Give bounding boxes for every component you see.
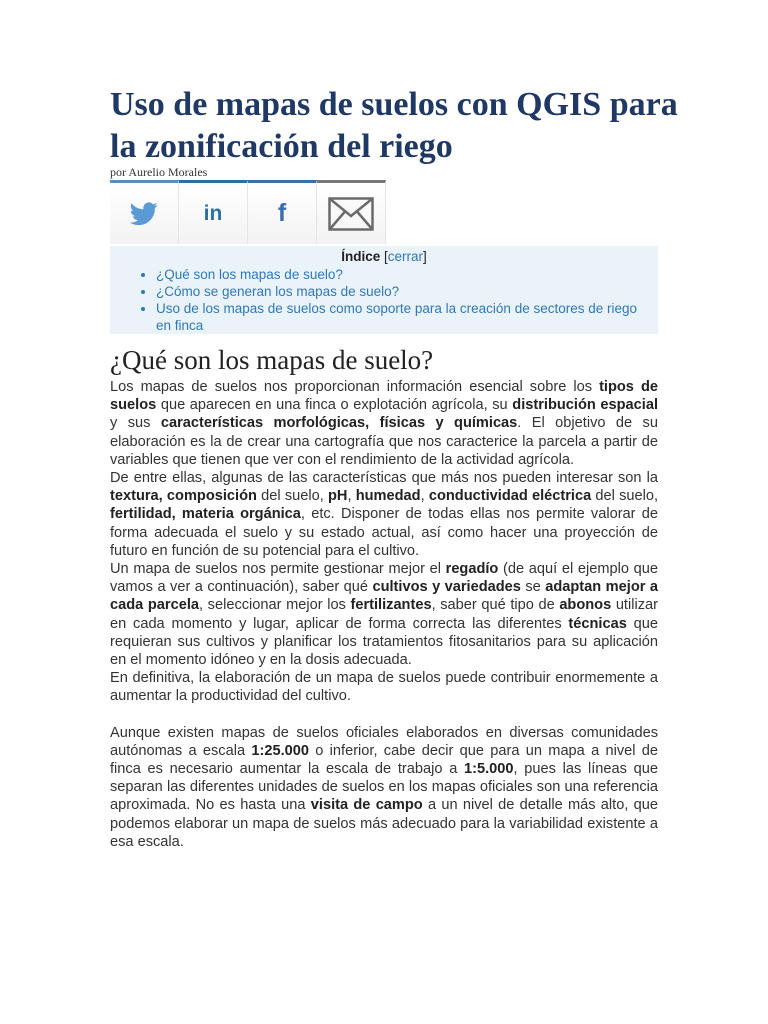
- text: del suelo,: [591, 488, 659, 505]
- bold-text: abonos: [559, 597, 612, 614]
- toc-item: [156, 283, 650, 300]
- paragraph-2: [110, 469, 658, 560]
- facebook-icon: f: [277, 199, 287, 227]
- text: ,: [420, 488, 429, 505]
- article-title: Uso de mapas de suelos con QGIS para la zonificación del riego: [110, 86, 678, 165]
- twitter-icon: [130, 202, 158, 226]
- toc-title: Índice: [341, 249, 381, 264]
- toc-item: [156, 266, 650, 283]
- bold-text: humedad: [355, 488, 421, 505]
- article-body: [110, 378, 658, 851]
- text: (de aquí el ejemplo que vamos a ver a continuación), saber qué: [110, 561, 658, 596]
- bold-text: textura, composición: [110, 488, 257, 505]
- bold-text: distribución espacial: [512, 397, 659, 414]
- toc-link-que-son[interactable]: ¿Qué son los mapas de suelo?: [156, 267, 343, 282]
- text: Un mapa de suelos nos permite gestionar mejor el: [110, 561, 446, 578]
- text: De entre ellas, algunas de las características que más nos pueden interesar son la: [110, 470, 658, 487]
- text: Aunque existen mapas de suelos oficiales elaborados en diversas comunidades autónomas a escala: [110, 724, 658, 759]
- text: que requieran sus cultivos y planificar los tratamientos fitosanitarios para su aplicación en el momento idóneo y en la dosis adecuada.: [110, 615, 658, 669]
- paragraph-5: [110, 724, 658, 851]
- text: del suelo,: [256, 488, 328, 505]
- bold-text: fertilizantes: [350, 597, 432, 614]
- share-twitter-button[interactable]: [110, 180, 179, 244]
- share-linkedin-button[interactable]: [179, 180, 248, 244]
- text: a un nivel de detalle más alto, que podemos elaborar un mapa de suelos más adecuado para la variabilidad existente a esa escala.: [110, 797, 659, 850]
- section-heading: ¿Qué son los mapas de suelo?: [110, 345, 434, 375]
- paragraph-3: [110, 560, 658, 669]
- text: . El objetivo de su elaboración es la de crear una cartografía que nos caracterice la parcela a partir de variables que tienen que ver con el rendimiento de la actividad agrícola.: [110, 415, 658, 468]
- bold-text: características morfológicas, físicas y químicas: [160, 415, 518, 432]
- paragraph-1: [110, 378, 658, 469]
- bold-text: tipos de suelos: [110, 379, 658, 414]
- bold-text: fertilidad, materia orgánica: [110, 506, 301, 523]
- share-email-button[interactable]: [317, 180, 386, 244]
- text: o inferior, cabe decir que para un mapa a nivel de finca es necesario aumentar la escala de trabajo a: [110, 742, 658, 778]
- table-of-contents: [110, 246, 658, 334]
- share-bar: [110, 180, 388, 246]
- bold-text: cultivos y variedades: [372, 579, 521, 596]
- toc-link-uso-sectores-riego[interactable]: Uso de los mapas de suelos como soporte para la creación de sectores de riego en finca: [156, 301, 638, 333]
- linkedin-icon: in: [203, 201, 223, 225]
- text: se: [520, 579, 546, 596]
- toc-header: [118, 248, 650, 266]
- toc-item: [156, 300, 650, 334]
- text: utilizar en cada momento y lugar, aplicar de forma correcta las diferentes: [110, 597, 658, 632]
- bold-text: conductividad eléctrica: [428, 488, 592, 505]
- text: , saber qué tipo de: [431, 597, 560, 614]
- bold-text: técnicas: [568, 615, 627, 632]
- text: que aparecen en una finca o explotación agrícola, su: [156, 397, 513, 414]
- text: Los mapas de suelos nos proporcionan información esencial sobre los: [110, 379, 600, 395]
- author-byline: por Aurelio Morales: [110, 165, 208, 179]
- email-icon: [328, 197, 374, 231]
- text: y sus: [110, 415, 161, 432]
- toc-link-como-se-generan[interactable]: ¿Cómo se generan los mapas de suelo?: [156, 284, 400, 299]
- toc-list: [118, 266, 650, 334]
- bold-text: visita de campo: [310, 797, 423, 814]
- toc-bracket-open: [: [383, 249, 388, 264]
- bold-text: adaptan mejor a cada parcela: [110, 579, 658, 614]
- toc-close-link[interactable]: cerrar: [387, 249, 424, 264]
- text: , etc. Disponer de todas ellas nos permite valorar de forma adecuada el suelo y su estado actual, así como hacer una proyección de futuro en función de su potencial para el cultivo.: [110, 506, 658, 559]
- toc-bracket-close: ]: [423, 249, 427, 264]
- text: , seleccionar mejor los: [199, 597, 351, 614]
- paragraph-4: En definitiva, la elaboración de un mapa de suelos puede contribuir enormemente a aumentar la productividad del cultivo.: [110, 670, 658, 705]
- bold-text: 1:5.000: [464, 761, 514, 778]
- bold-text: regadío: [445, 561, 499, 578]
- bold-text: pH: [327, 488, 348, 505]
- text: , pues las líneas que separan las diferentes unidades de suelos en los mapas oficiales son una referencia aproximada. No es hasta una: [110, 761, 658, 814]
- bold-text: 1:25.000: [251, 742, 309, 759]
- text: ,: [347, 488, 356, 505]
- share-facebook-button[interactable]: [248, 180, 317, 244]
